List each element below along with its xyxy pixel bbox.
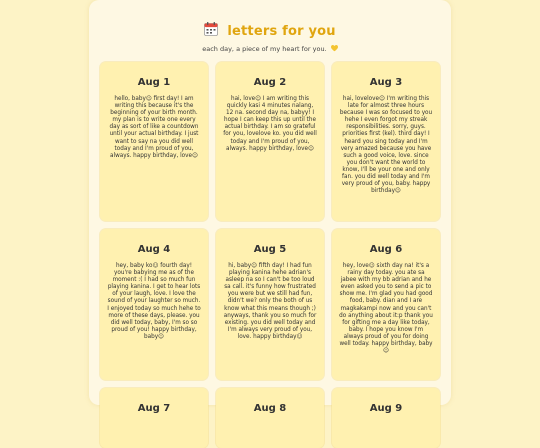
letter-card-aug-8[interactable] [216, 388, 324, 448]
card-date: Aug 2 [253, 77, 287, 88]
card-date: Aug 1 [137, 77, 171, 88]
card-date: Aug 6 [369, 244, 403, 255]
letter-card-aug-5[interactable] [216, 229, 324, 380]
card-letter-text: hello, baby☺ first day! I am writing this because it's the beginning of your birth month. my plan is to write one every day as sort of like a countdown until your actual birthday. I just want to say na you did well today and I'm proud of you, always. happy birthday, love☺ [109, 96, 199, 159]
letter-card-aug-9[interactable] [332, 388, 440, 448]
card-date: Aug 5 [253, 244, 287, 255]
letter-card-aug-4[interactable] [100, 229, 208, 380]
page-subtitle [89, 45, 451, 53]
card-letter-text: hai, love☺ I am writing this quickly kasi 4 minutes nalang, 12 na. second day na, babyy! I hope I can keep this up until the actual birthday. I am so grateful for you, lovelove ko. you did well today and I'm proud of you, always. happy birthday, love☺ [223, 96, 317, 152]
page-header [89, 20, 451, 40]
page-title: letters for you [227, 24, 336, 39]
letter-card-aug-7[interactable] [100, 388, 208, 448]
letters-page [89, 0, 451, 414]
card-letter-text: hey, love☺ sixth day na! it's a rainy day today. you ate sa jabee with my bb adrian and he even asked you to send a pic to show me. I'm glad you had good food, baby. dian and I are magkakampi now and you can't do anything about it:p thank you for gifting me a day like today, baby. I hope you know I'm always proud of you for doing well today. happy birthday, baby☺ [339, 263, 433, 355]
card-date: Aug 3 [369, 77, 403, 88]
card-date: Aug 9 [369, 403, 403, 414]
subtitle-text: each day, a piece of my heart for you. [202, 45, 327, 53]
card-date: Aug 8 [253, 403, 287, 414]
card-date: Aug 7 [137, 403, 171, 414]
yellow-heart-icon [331, 45, 338, 52]
card-letter-text: hey, baby ko☺ fourth day! you're babying me as of the moment :( I had so much fun playing kanina. I get to hear lots of your laugh, love. I love the sound of your laughter so much. I enjoyed today so much hehe to more of these days, please. you did well today, baby, I'm so so proud of you! happy birthday, baby☺ [107, 263, 201, 340]
card-date: Aug 4 [137, 244, 171, 255]
letter-card-aug-6[interactable] [332, 229, 440, 380]
card-letter-text: hi, baby☺ fifth day! I had fun playing kanina hehe adrian's asleep na so I can't be too loud sa call. it's funny how frustrated you were but we still had fun, didn't we? only the both of us know what this means though ;) anyways, thank you so much for existing. you did well today and I'm always very proud of you, love. happy birthday☺ [223, 263, 317, 340]
letter-card-aug-3[interactable] [332, 62, 440, 221]
card-letter-text: hai, lovelove☺ I'm writing this late for almost three hours because I was so focused to you hehe I even forgot my streak responsibilities. sorry, guys. priorities first (kel). third day! I heard you sing today and I'm very amazed because you have such a good voice, love. since you don't want the world to know, I'll be your one and only fan. you did well today and I'm very proud of you, baby. happy birthday☺ [339, 96, 433, 195]
letter-card-aug-2[interactable] [216, 62, 324, 221]
calendar-icon [204, 21, 218, 35]
letter-card-aug-1[interactable] [100, 62, 208, 221]
